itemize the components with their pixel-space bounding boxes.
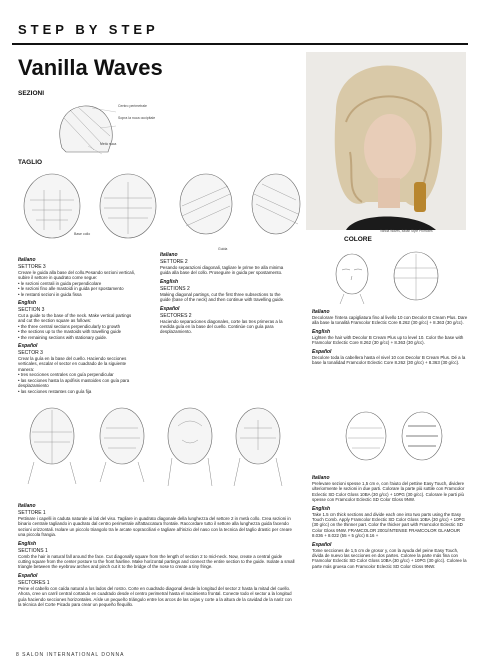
col1-en-bullets — [18, 324, 136, 340]
list-item: • tres secciones centrales con guía perpendicular — [18, 372, 136, 377]
col1-es-bullets — [18, 372, 136, 394]
color-head-top — [394, 252, 438, 300]
label-middle: Metà nuca — [100, 142, 117, 146]
col2-en-step: SECTIONS 2 — [160, 285, 190, 292]
col3-it-text: Decolorare l'intera capigliatura fino al livello 10 con Decolor B Cream Plus. Dare alla base la tonalità Framcolor Eclectic Core 8.262 (30 g/cc) + 8.363 (30 g/cc). — [312, 315, 468, 326]
col1-en-lang: English — [18, 300, 37, 307]
col1-es-text: Crear la guía en la base del cuello. Haciendo secciones verticales, escalar el sector en cuadrado de la siguiente manera: — [18, 356, 127, 372]
list-item: • le sezioni fino alle mastoidi in guida per spostamento — [18, 286, 136, 291]
col1-es-lang: Español — [18, 343, 38, 350]
col2-text — [160, 249, 290, 335]
list-item: • the sections up to the mastoids with travelling guide — [18, 329, 136, 334]
list-item: • the remaining sections with stationary guide. — [18, 335, 136, 340]
col2-es-step: SECTORES 2 — [160, 312, 192, 319]
list-item: • las secciones hasta la apófisis mastoides con guía para desplazamiento — [18, 378, 136, 389]
col2-it-step: SETTORE 2 — [160, 259, 188, 265]
col1-it-text: Creare le guida alla base del collo.Pesando sezioni verticali, subire il settore in quadrato come segue: — [18, 270, 135, 281]
colore-heading: COLORE — [344, 236, 372, 243]
lower-diagram-3 — [168, 408, 212, 486]
col3-es-lang: Español — [312, 348, 332, 355]
col2-es-lang: Español — [160, 305, 180, 312]
col1-it-lang: Italiano — [18, 257, 36, 263]
col3b-it-lang: Italiano — [312, 475, 330, 481]
col1b-text — [18, 500, 296, 607]
col1b-it-lang: Italiano — [18, 503, 36, 509]
list-item: • le sezioni centrali in guida perpendicolare — [18, 281, 136, 286]
list-item: • las secciones restantes con guía fija — [18, 389, 136, 394]
article-title: Vanilla Waves — [18, 55, 163, 80]
label-guide: Guida — [218, 247, 228, 251]
list-item: • the three central sections perpendicularly to growth — [18, 324, 136, 329]
col2-en-lang: English — [160, 278, 179, 285]
header-rule — [12, 43, 468, 45]
lower-diagram-4 — [234, 408, 282, 486]
col2-it-text: Pesando separazioni diagonali, tagliare le prime tre alla minima guida alla base del collo. Proseguire in guida per spostamento. — [160, 265, 284, 276]
col2-it-lang: Italiano — [160, 252, 178, 258]
col3-text — [312, 306, 468, 365]
col2-es-text: Haciendo separaciones diagonales, corte las tres primeras a la medida guía en la base del cuello. Continúe con guía para desplazamiento. — [160, 318, 283, 335]
col3b-text — [312, 472, 468, 569]
col3b-en-lang: English — [312, 505, 331, 512]
cut-diagrams-row — [16, 170, 306, 246]
label-perimetral: Centro perimetrale — [118, 104, 147, 108]
col1b-it-text: Pettinare i capelli in caduta naturale ai lati del viso. Tagliare in quadrato diagonale della lunghezza del settore 2 in metà collo. Crea sezioni in binario centrale tagliando in quadrato dal centro perimetrale all'attaccatura frontale. Raccordare tutto il settore alla lunghezza guida facendo sezioni orizzontali. Isolare un piccolo triangolo tra le arcate sopracciliari e tagliare all'inizio del naso con la tecnica del taglio drastic per creare una piccola frangia. — [18, 516, 292, 538]
color-diagrams — [322, 248, 454, 308]
col1-es-step: SECTOR 3 — [18, 350, 43, 357]
lower-diagram-1 — [28, 408, 76, 484]
col3b-es-text: Tome secciones de 1,5 cm de grosor y, con la ayuda del peine Easy Touch, divida de nuevo las secciones en dos partes. Coloree la parte más fina con Framcolor Eclectic SD Color Gloss 10BA (30 g/cc) + 10PG (30 g/cc). Coloree la parte más gruesa con Framcolor Eclectic SD Color Gloss 9NW. — [312, 547, 467, 569]
label-neck-base: Base collo — [74, 232, 91, 236]
col2-en-text: Making diagonal partings, cut the first three subsections to the guide (base of the neck) and then continue with travelling guide. — [160, 291, 285, 303]
page-footer: 8 SALON INTERNATIONAL DONNA — [16, 652, 125, 658]
col1-it-step: SETTORE 3 — [18, 264, 46, 270]
col1b-it-step: SETTORE 1 — [18, 510, 46, 516]
cut-diagram-3 — [180, 174, 232, 234]
color-head-front — [336, 254, 368, 304]
page-kicker: STEP BY STEP — [18, 22, 159, 37]
label-occipital: Sopra la nuca occipitale — [118, 116, 156, 120]
col1b-en-step: SECTIONS 1 — [18, 547, 48, 554]
col3-en-text: Lighten the hair with Decolor B Cream Plus up to level 10. Color the base with Framcolor Eclectic Core 8.262 (30 g/cc) + 8.363 (30 g/cc). — [312, 334, 464, 346]
taglio-heading: TAGLIO — [18, 159, 43, 166]
cut-diagram-2 — [100, 174, 156, 238]
sections-heading: SEZIONI — [18, 90, 45, 97]
lower-diagram-2 — [100, 408, 144, 482]
col1b-en-text: Comb the hair in natural fall around the face. Cut diagonally square from the length of section 2 to mid-neck. Now, create a central guide cutting square from the center posture to the front hairline. Make horizontal partings and connect the entire section to the guide. Isolate a small triangle between the eyebrow arches and pinch cut it to the bridge of the nose to create a tiny fringe. — [18, 553, 295, 570]
color-lower-diagrams — [340, 410, 450, 466]
color-lower-2 — [402, 412, 442, 460]
cut-diagram-1 — [24, 174, 80, 238]
cut-diagram-4 — [252, 174, 300, 234]
list-item: • le restanti sezioni in guida fissa — [18, 292, 136, 297]
col3-it-lang: Italiano — [312, 309, 330, 315]
col1b-es-lang: Español — [18, 572, 38, 579]
col1-en-text: Cut a guide to the base of the neck. Make vertical partings and cut the section square as follows: — [18, 313, 132, 324]
col1b-es-step: SECTORES 1 — [18, 579, 50, 586]
col3b-it-text: Prelevare sezioni spesse 1,5 cm e, con l'aiuto del pettine Easy Touch, dividere ulteriormente le sezioni in due parti. Colorare la parte più sottile con Framcolor Eclectic SD Color Gloss 10BA (30 g/cc) + 10PG (30 g/cc). Colorare le parti più spesse con Framcolor Eclectic SD Color Gloss 9NW. — [312, 481, 465, 503]
head-sections-diagram — [52, 100, 142, 155]
lower-cut-diagrams — [18, 402, 298, 502]
col3b-en-text: Take 1.5 cm thick sections and divide each one into two parts using the Easy Touch Comb. Apply Framcolor Eclectic SD Color Gloss 10BA (30 g/cc) + 10PG (30 g/cc) on the thinner part. Color the thicker part with Framcolor Eclectic SD Color Gloss 9NW. FRAMCOLOR 2001/INTENSE FRAMCOLOR GLAMOUR 8.036 + 8.022 (55 + 5 g/cc) 8.16 + — [312, 511, 465, 539]
col1-en-step: SECTION 3 — [18, 307, 45, 314]
col1b-es-text: Peine el cabello con caída natural a los lados del rostro. Corte en cuadrado diagonal desde la longitud del sector 2 hasta la mitad del cuello. Ahora, cree un carril central cortando en cuadrado desde el centro perimetral hasta el nacimiento frontal. Conecte todo el sector a la longitud guía haciendo secciones horizontales. Aísle un pequeño triángulo entre los arcos de las cejas y corte a la altura de la cavidad de la nariz con la técnica del Corte Picado para crear un pequeño flequillo. — [18, 585, 292, 608]
col1-it-bullets — [18, 281, 136, 297]
col1b-en-lang: English — [18, 540, 37, 547]
model-photo — [306, 52, 466, 230]
col3-en-lang: English — [312, 328, 331, 335]
color-lower-1 — [346, 412, 386, 460]
col3-es-text: Decolore toda la cabellera hasta el nivel 10 con Decolor B Cream Plus. Dé a la base la tonalidad Framcolor Eclectic Core 8.262 (30 g/cc) + 8.363 (30 g/cc). — [312, 354, 466, 366]
col1-text — [18, 254, 136, 394]
col3b-es-lang: Español — [312, 541, 332, 548]
photo-credit: Vanilla Waves, Italian Style Promotes — [380, 229, 433, 233]
